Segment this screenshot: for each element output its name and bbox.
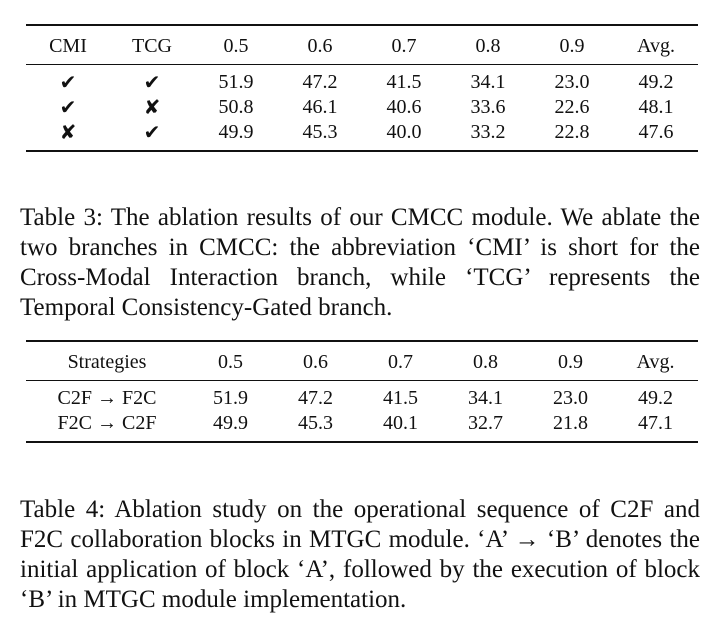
- table-3-caption: Table 3: The ablation results of our CMCC module. We ablate the two branches in CMCC: the abbreviation ‘CMI’ is short for the Cross-Modal Interaction branch, while ‘TCG’ represents the Temporal Consistency-Gated branch.: [20, 204, 700, 321]
- column-header: 0.9: [559, 34, 585, 57]
- table-cell: 32.7: [468, 412, 503, 434]
- table-3: [26, 24, 698, 152]
- table-cell: 21.8: [553, 412, 588, 434]
- table-row: [26, 381, 698, 411]
- table-cell: 49.9: [213, 412, 248, 434]
- column-header: 0.6: [307, 34, 333, 57]
- table-cell: 49.2: [638, 71, 674, 93]
- column-header: Avg.: [637, 34, 675, 57]
- cmcc-ablation-table: [26, 24, 698, 152]
- column-header: 0.5: [218, 350, 243, 373]
- cross-icon: ✘: [143, 95, 161, 119]
- table-cell: 23.0: [553, 387, 588, 409]
- table-cell: 33.2: [470, 121, 506, 143]
- column-header: Avg.: [636, 350, 675, 373]
- column-header: 0.8: [475, 34, 501, 57]
- column-header: 0.5: [223, 34, 249, 57]
- table-row: [26, 95, 698, 120]
- checkmark-icon: ✔: [59, 70, 77, 94]
- table-cell: 45.3: [302, 121, 338, 143]
- table-cell: 47.2: [302, 71, 338, 93]
- table-cell: 46.1: [302, 96, 338, 118]
- checkmark-icon: ✔: [59, 95, 77, 119]
- table-cell: 40.0: [386, 121, 422, 143]
- table-4: [26, 340, 698, 443]
- table-row: [26, 411, 698, 442]
- table-cell: 23.0: [554, 71, 590, 93]
- table-cell: 22.8: [554, 121, 590, 143]
- checkmark-icon: ✔: [143, 70, 161, 94]
- bottom-rule: [26, 442, 698, 443]
- column-header: 0.9: [558, 350, 583, 373]
- table-cell: 41.5: [383, 387, 418, 409]
- table-header-row: [26, 26, 698, 65]
- table-cell: 50.8: [218, 96, 254, 118]
- column-header: TCG: [132, 34, 172, 57]
- table-cell: 49.2: [638, 387, 673, 409]
- table-cell: 47.6: [638, 121, 674, 143]
- mtgc-sequence-table: [26, 340, 698, 443]
- table-cell: 40.6: [386, 96, 422, 118]
- table-cell: 51.9: [213, 387, 248, 409]
- table-cell: 33.6: [470, 96, 506, 118]
- table-cell: 40.1: [383, 412, 418, 434]
- table-cell: 22.6: [554, 96, 590, 118]
- column-header: CMI: [49, 34, 87, 57]
- column-header: 0.8: [473, 350, 498, 373]
- table-header-row: [26, 342, 698, 381]
- table-cell: 34.1: [468, 387, 503, 409]
- column-header: 0.6: [303, 350, 328, 373]
- table-row: [26, 65, 698, 95]
- table-cell: 34.1: [470, 71, 506, 93]
- table-cell: 48.1: [638, 96, 674, 118]
- table-cell: 47.2: [298, 387, 333, 409]
- table-cell: 41.5: [386, 71, 422, 93]
- table-cell: 49.9: [218, 121, 254, 143]
- strategy-cell: C2F → F2C: [57, 387, 157, 409]
- table-row: [26, 120, 698, 151]
- table-cell: 45.3: [298, 412, 333, 434]
- column-header: 0.7: [388, 350, 413, 373]
- bottom-rule: [26, 151, 698, 152]
- table-cell: 51.9: [218, 71, 254, 93]
- table-4-caption: Table 4: Ablation study on the operational sequence of C2F and F2C collaboration blocks in MTGC module. ‘A’ → ‘B’ denotes the initial application of block ‘A’, followed by the execution of block ‘B’ in MTGC module implementation.: [20, 496, 700, 613]
- column-header: 0.7: [391, 34, 417, 57]
- column-header: Strategies: [67, 350, 147, 373]
- table-cell: 47.1: [638, 412, 673, 434]
- strategy-cell: F2C → C2F: [57, 412, 157, 434]
- cross-icon: ✘: [59, 120, 77, 144]
- checkmark-icon: ✔: [143, 120, 161, 144]
